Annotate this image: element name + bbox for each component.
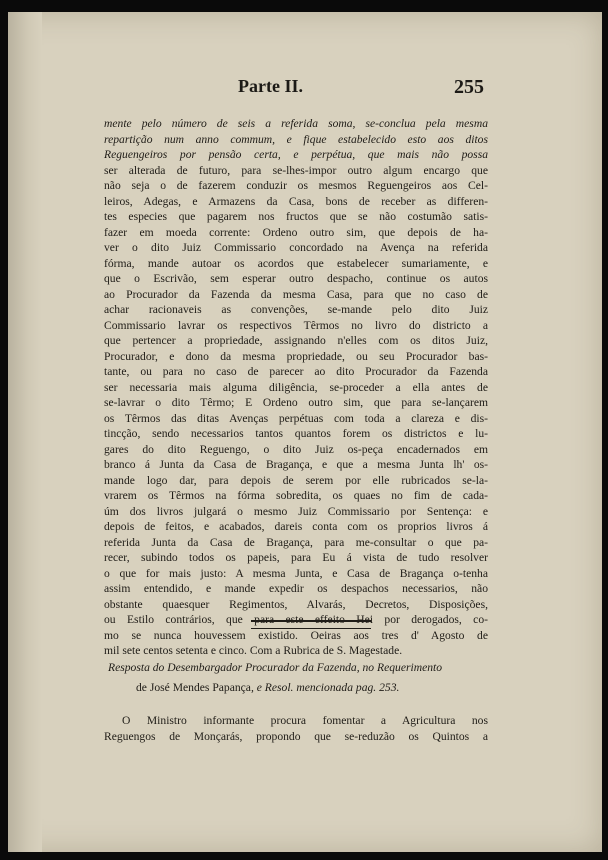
section-heading-suffix: , e Resol. mencionada pag. 253.	[250, 681, 400, 694]
text-line: ser alterada de futuro, para se-lhes-impor outro algum encargo que	[104, 163, 488, 177]
text-line: que pertencer a propriedade, assignando n'elles com os ditos Juiz,	[104, 334, 488, 347]
text-line: ser necessaria mais alguma diligência, se-proceder a ella antes de	[104, 380, 488, 394]
text-line: ou Estilo contrários, que para este effeito Hei por derogados, co-	[104, 613, 488, 626]
text-line: Commissario lavrar os respectivos Têrmos no livro do districto a	[104, 318, 488, 332]
body-text	[104, 116, 488, 659]
text-line: branco á Junta da Casa de Bragança, e que a mesma Junta lh' os-	[104, 458, 488, 471]
text-line: mo se nunca houvessem existido. Oeiras aos tres d' Agosto de	[104, 628, 488, 642]
text-line: ver o dito Juiz Commissario concordado na Avença na referida	[104, 241, 488, 254]
text-line: Reguengos de Monçarás, propondo que se-reduzão os Quintos a	[104, 729, 488, 743]
petitioner-name: José Mendes Papança	[149, 681, 251, 694]
text-line: tes especies que pagarem nos fructos que se não costumão satis-	[104, 210, 488, 223]
text-line: obstante quaesquer Regimentos, Alvarás, Decretos, Disposições,	[104, 597, 488, 611]
text-line: leiros, Adegas, e Armazens da Casa, bons de receber as differen-	[104, 194, 488, 208]
text-line: Procurador, e dono da mesma propriedade, ou seu Procurador bas-	[104, 349, 488, 363]
text-line: assim entendido, e mande expedir os despachos necessarios, não	[104, 582, 488, 595]
section-heading	[108, 658, 488, 698]
text-line: vrarem os Têrmos na fórma sobredita, os quaes no fim de cada-	[104, 489, 488, 502]
text-line: tante, ou para no caso de parecer ao dito Procurador da Fazenda	[104, 365, 488, 378]
text-line: O Ministro informante procura fomentar a Agricultura nos	[122, 714, 488, 727]
text-line: referida Junta da Casa de Bragança, para me-consultar o que pa-	[104, 535, 488, 549]
text-line: recer, subindo todos os papeis, para Eu á vista de tudo resolver	[104, 551, 488, 564]
page-gutter	[8, 12, 42, 852]
text-line: repartição num anno commum, e fique estabelecido esto aos ditos	[104, 132, 488, 146]
book-page	[8, 12, 602, 852]
text-line: tincção, sendo necessarios tantos quantos forem os districtos e lu-	[104, 427, 488, 440]
text-line: mil sete centos setenta e cinco. Com a Rubrica de S. Magestade.	[104, 644, 403, 657]
text-line: achar racionaveis as convenções, se-mande pelo dito Juiz	[104, 303, 488, 316]
second-paragraph	[104, 713, 488, 744]
text-line: o que for mais justo: A mesma Junta, e Casa de Bragança o-tenha	[104, 566, 488, 580]
section-heading-line-1: Resposta do Desembargador Procurador da Fazenda, no Requerimento	[108, 661, 443, 674]
text-line: não seja o de fazerem conduzir os mesmos Reguengeiros aos Cel-	[104, 179, 488, 192]
page-number: 255	[454, 76, 484, 98]
text-line: fazer em moeda corrente: Ordeno outro sim, que depois de ha-	[104, 225, 488, 239]
text-line: mande logo dar, para depois de serem por elle rubricados se-la-	[104, 473, 488, 487]
text-line: fórma, mande autoar os acordos que estabelecer sumariamente, e	[104, 256, 488, 270]
text-line: que o Escrivão, sem esperar outro despacho, continue os autos	[104, 272, 488, 285]
text-line: mente pelo número de seis a referida soma, se-conclua pela mesma	[104, 117, 488, 130]
running-title: Parte II.	[238, 76, 303, 96]
section-heading-prefix: de	[136, 681, 150, 694]
section-heading-line-2	[108, 678, 488, 698]
text-line: gares do dito Reguengo, o dito Juiz os-peça encadernados em	[104, 442, 488, 456]
text-line: úm dos livros julgará o mesmo Juiz Commissario por Sentença: e	[104, 504, 488, 518]
text-line: se-lavrar o dito Têrmo; E Ordeno outro sim, que para se-lançarem	[104, 396, 488, 409]
text-line: os Têrmos das ditas Avenças perpétuas com toda a clareza e dis-	[104, 411, 488, 425]
text-line: depois de feitos, e acabados, dareis conta com os proprios livros á	[104, 520, 488, 533]
text-line: Reguengeiros por pensão certa, e perpétua, que mais não possa	[104, 148, 488, 161]
section-divider	[251, 620, 371, 629]
text-line: ao Procurador da Fazenda da mesma Casa, para que no caso de	[104, 287, 488, 301]
page-header	[8, 74, 602, 104]
